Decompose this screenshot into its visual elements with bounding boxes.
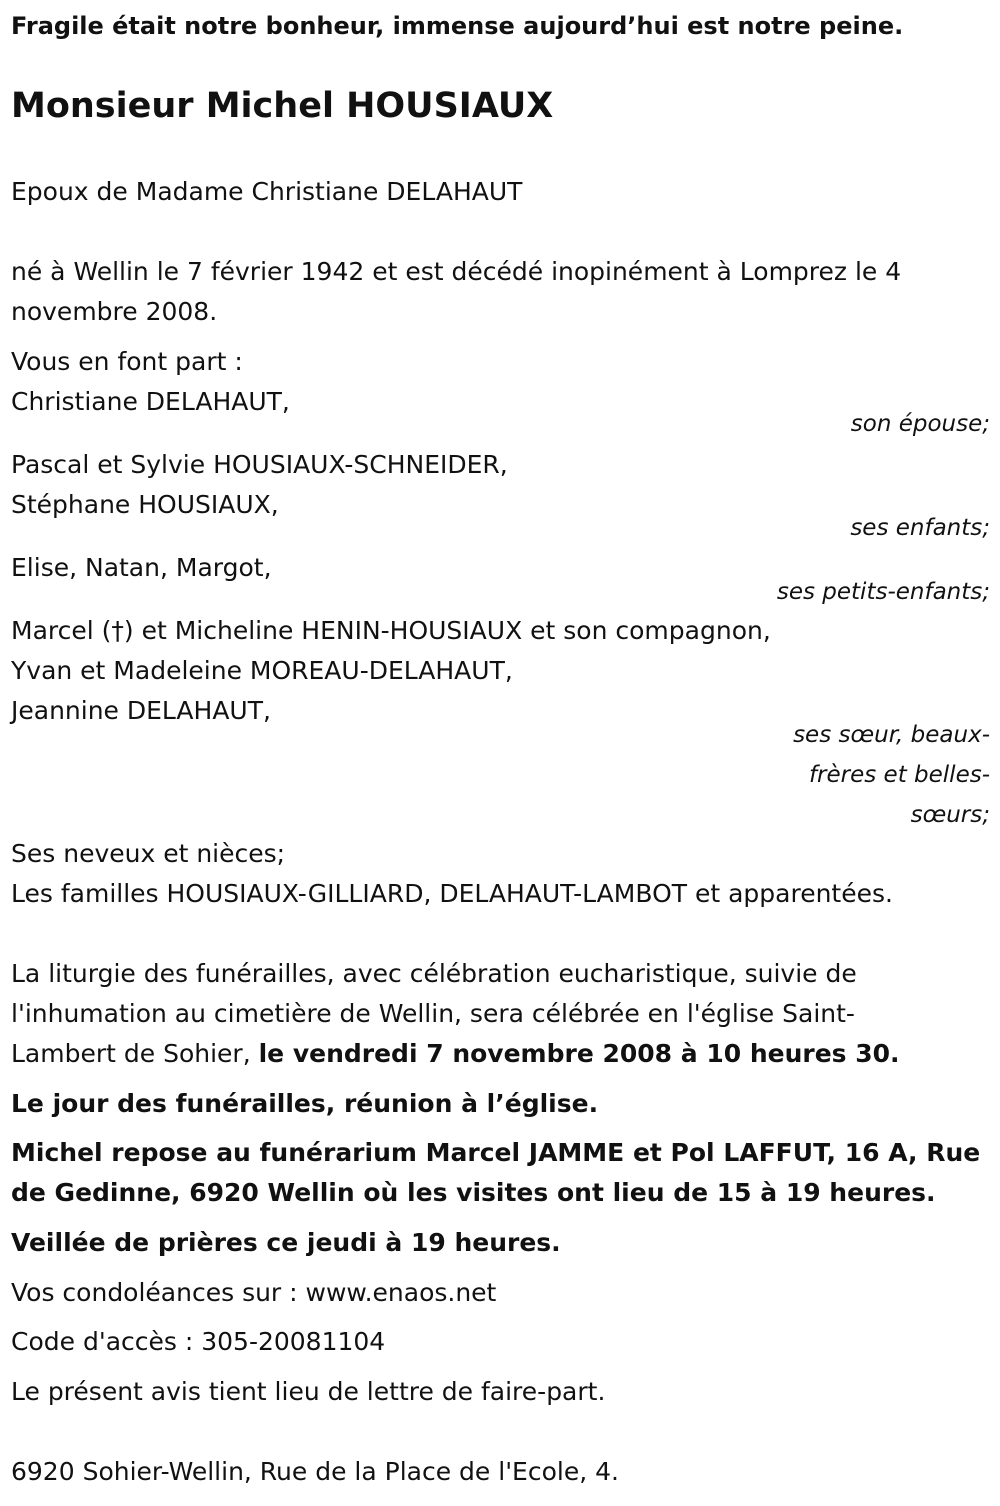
relationship-label: ses petits-enfants; xyxy=(776,579,990,605)
vigil-line: Veillée de prières ce jeudi à 19 heures. xyxy=(11,1228,561,1257)
announcer-name: Yvan et Madeleine MOREAU-DELAHAUT, xyxy=(11,656,513,685)
relationship-label: son épouse; xyxy=(850,411,990,437)
relationship-label: ses sœur, beaux- xyxy=(793,722,990,748)
funeral-home-line: de Gedinne, 6920 Wellin où les visites ont lieu de 15 à 19 heures. xyxy=(11,1178,936,1207)
announcer-group-siblings xyxy=(11,611,990,835)
relationship-label: frères et belles- xyxy=(808,762,990,788)
announcer-name: Jeannine DELAHAUT, xyxy=(11,696,271,725)
announcer-name: Elise, Natan, Margot, xyxy=(11,553,272,582)
announcer-name: Christiane DELAHAUT, xyxy=(11,387,290,416)
deceased-name: Monsieur Michel HOUSIAUX xyxy=(11,86,554,126)
address-line: 6920 Sohier-Wellin, Rue de la Place de l'Ecole, 4. xyxy=(11,1457,619,1486)
funeral-line xyxy=(11,1034,990,1074)
families-line: Les familles HOUSIAUX-GILLIARD, DELAHAUT-LAMBOT et apparentées. xyxy=(11,879,893,908)
birth-death-line: novembre 2008. xyxy=(11,297,218,326)
access-code-line: Code d'accès : 305-20081104 xyxy=(11,1327,386,1356)
relationship-label: ses enfants; xyxy=(850,515,990,541)
announcer-group-grandchildren xyxy=(11,548,990,612)
spouse-line: Epoux de Madame Christiane DELAHAUT xyxy=(11,177,523,206)
notice-line: Le présent avis tient lieu de lettre de faire-part. xyxy=(11,1377,606,1406)
funeral-details xyxy=(11,954,990,1074)
announcer-group-children xyxy=(11,445,990,548)
announcers-intro: Vous en font part : xyxy=(11,347,243,376)
funeral-line: l'inhumation au cimetière de Wellin, sera célébrée en l'église Saint- xyxy=(11,999,855,1028)
funeral-home-line: Michel repose au funérarium Marcel JAMME et Pol LAFFUT, 16 A, Rue xyxy=(11,1138,981,1167)
nephews-line: Ses neveux et nièces; xyxy=(11,839,286,868)
birth-death-line: né à Wellin le 7 février 1942 et est décédé inopinément à Lomprez le 4 xyxy=(11,257,902,286)
announcer-name: Marcel (†) et Micheline HENIN-HOUSIAUX et son compagnon, xyxy=(11,616,771,645)
extended-family xyxy=(11,834,990,914)
funeral-line: La liturgie des funérailles, avec célébration eucharistique, suivie de xyxy=(11,959,857,988)
relationship-label: sœurs; xyxy=(910,802,990,828)
announcer-name: Stéphane HOUSIAUX, xyxy=(11,490,279,519)
condolences-line: Vos condoléances sur : www.enaos.net xyxy=(11,1278,497,1307)
funeral-date: le vendredi 7 novembre 2008 à 10 heures 30. xyxy=(258,1039,900,1068)
tagline: Fragile était notre bonheur, immense aujourd’hui est notre peine. xyxy=(11,12,904,40)
announcer-name: Pascal et Sylvie HOUSIAUX-SCHNEIDER, xyxy=(11,450,508,479)
birth-death-text xyxy=(11,252,990,332)
funeral-home-details xyxy=(11,1133,990,1213)
announcers-block xyxy=(11,342,990,444)
funeral-location: Lambert de Sohier, xyxy=(11,1039,259,1068)
meeting-line: Le jour des funérailles, réunion à l’église. xyxy=(11,1089,599,1118)
